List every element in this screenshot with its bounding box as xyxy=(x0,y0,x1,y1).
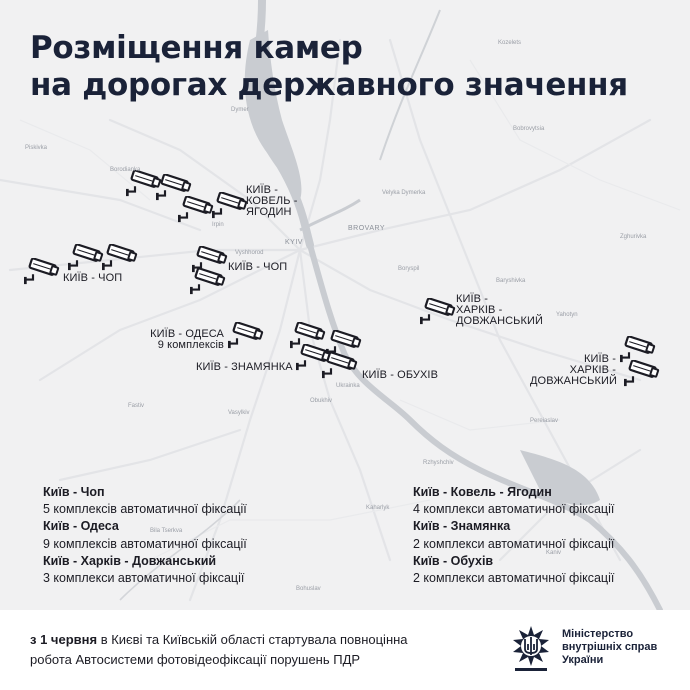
legend-route-name: Київ - Одеса xyxy=(43,519,119,534)
place-label: Velyka Dymerka xyxy=(382,190,426,196)
place-label: KYIV xyxy=(285,239,303,246)
road-label-kyiv-kovel: КИЇВ - КОВЕЛЬ - ЯГОДИН xyxy=(246,184,298,218)
place-label: Irpin xyxy=(212,222,224,228)
place-label: Kozelets xyxy=(498,40,522,46)
road-label-kyiv-znamianka: КИЇВ - ЗНАМЯНКА xyxy=(196,361,293,373)
legend-route-desc: 9 комплексів автоматичної фіксації xyxy=(43,536,247,551)
place-label: Bila Tserkva xyxy=(150,528,183,534)
legend-route-name: Київ - Знамянка xyxy=(413,519,511,534)
footer-text-line-1: в Києві та Київській області стартувала повноцінна xyxy=(97,632,408,647)
place-label: Pereiaslav xyxy=(530,418,559,424)
road-label-kyiv-chop-west: КИЇВ - ЧОП xyxy=(63,272,123,284)
road-label-kyiv-kharkiv-center: КИЇВ - ХАРКІВ - ДОВЖАНСЬКИЙ xyxy=(456,293,544,327)
place-label: Obukhiv xyxy=(310,398,333,404)
page-title xyxy=(30,30,628,104)
place-label: Kaharlyk xyxy=(366,505,390,511)
road-label-kyiv-odesa: КИЇВ - ОДЕСА 9 комплексів xyxy=(150,328,224,351)
place-label: Piskivka xyxy=(25,145,48,151)
place-label: BROVARY xyxy=(348,225,386,232)
place-label: Kaniv xyxy=(546,550,562,556)
legend-left xyxy=(43,484,247,587)
footer-date: з 1 червня xyxy=(30,632,98,647)
legend-route-desc: 5 комплексів автоматичної фіксації xyxy=(43,502,247,517)
ministry-name: Міністерство внутрішніх справ України xyxy=(562,628,658,666)
legend-right xyxy=(413,484,614,587)
place-label: Bohuslav xyxy=(296,586,321,592)
place-label: Bobrovytsia xyxy=(513,126,545,132)
place-label: Vasylkiv xyxy=(228,410,250,416)
place-label: Dymer xyxy=(231,107,249,113)
road-label-kyiv-kharkiv-east: КИЇВ - ХАРКІВ - ДОВЖАНСЬКИЙ xyxy=(530,353,618,387)
place-label: Fastiv xyxy=(128,403,145,409)
place-label: Baryshivka xyxy=(496,278,526,284)
place-label: Zghurivka xyxy=(620,234,647,240)
place-label: Borodianka xyxy=(110,167,141,173)
legend-route-name: Київ - Харків - Довжанський xyxy=(43,553,217,568)
place-label: Vyshhorod xyxy=(235,250,264,256)
place-label: Yahotyn xyxy=(556,312,578,318)
trident-star-emblem-icon xyxy=(509,626,553,674)
footer-text-line-2: робота Автосистеми фотовідеофіксації порушень ПДР xyxy=(30,652,361,667)
road-label-kyiv-obukhiv: КИЇВ - ОБУХІВ xyxy=(362,369,439,381)
footer-announcement xyxy=(30,630,408,670)
place-label: Boryspil xyxy=(398,266,420,272)
legend-route-desc: 3 комплекси автоматичної фіксації xyxy=(43,571,245,586)
legend-route-desc: 2 комплекси автоматичної фіксації xyxy=(413,536,615,551)
place-label: Ukrainka xyxy=(336,383,360,389)
place-label: Rzhyshchiv xyxy=(423,460,454,466)
legend-route-desc: 4 комплекси автоматичної фіксації xyxy=(413,502,615,517)
legend-route-desc: 2 комплекси автоматичної фіксації xyxy=(413,571,615,586)
title-line-1: Розміщення камер xyxy=(30,30,363,66)
footer xyxy=(0,610,690,690)
legend-route-name: Київ - Ковель - Ягодин xyxy=(413,485,552,499)
road-label-kyiv-chop-center: КИЇВ - ЧОП xyxy=(228,261,288,273)
legend-route-name: Київ - Обухів xyxy=(413,553,494,568)
legend-route-name: Київ - Чоп xyxy=(43,485,105,499)
title-line-2: на дорогах державного значення xyxy=(30,67,628,103)
